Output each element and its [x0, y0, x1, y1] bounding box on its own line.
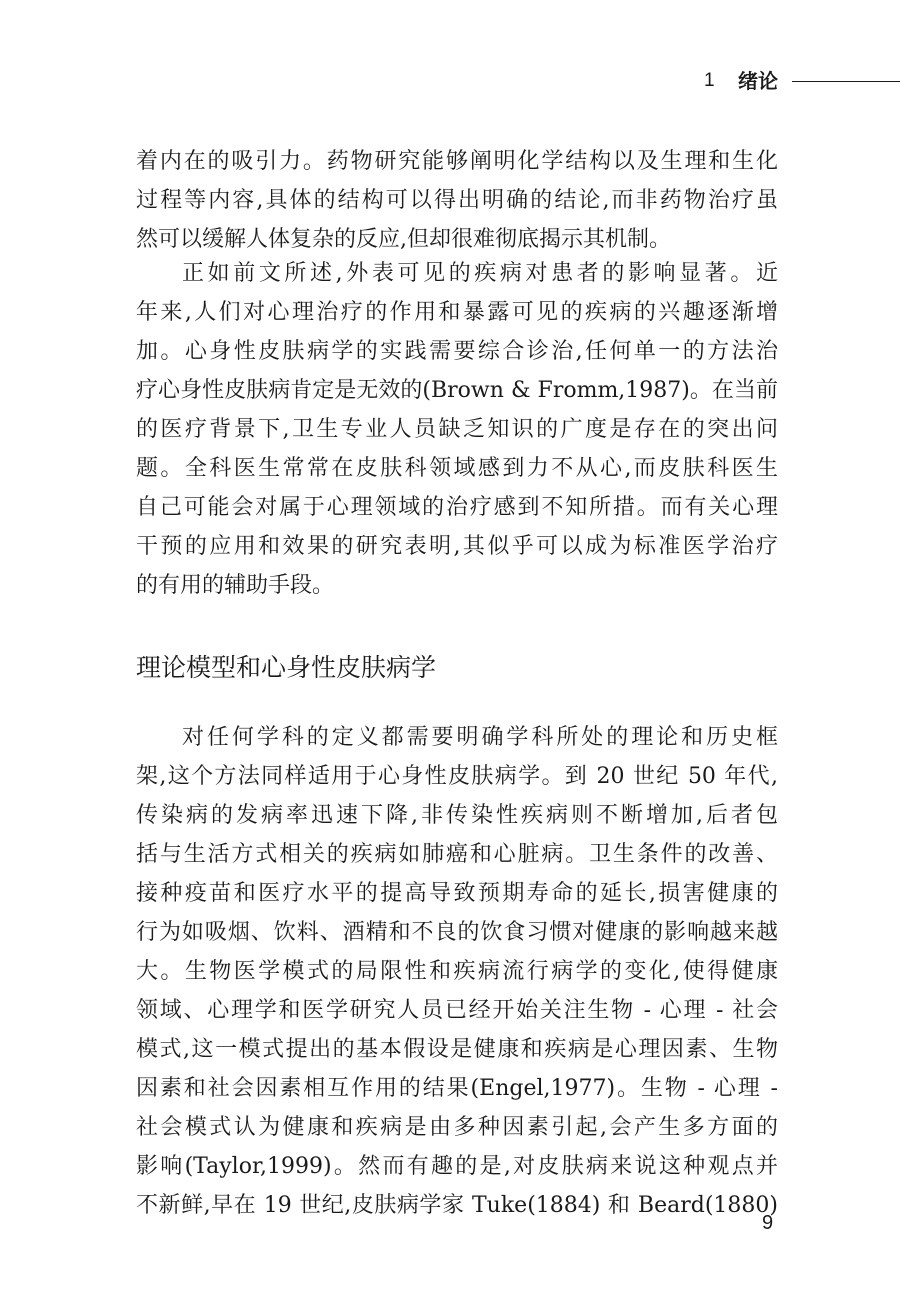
text-line: 过程等内容,具体的结构可以得出明确的结论,而非药物治疗虽: [136, 188, 778, 213]
header-rule: [792, 81, 900, 82]
text-line: 加。心身性皮肤病学的实践需要综合诊治,任何单一的方法治: [136, 339, 778, 364]
text-line: 正如前文所述,外表可见的疾病对患者的影响显著。近: [182, 261, 778, 286]
section-heading: 理论模型和心身性皮肤病学: [136, 653, 437, 682]
running-header: [0, 66, 900, 96]
text-line: 影响(Taylor,1999)。然而有趣的是,对皮肤病来说这种观点并: [136, 1154, 778, 1179]
text-line: 题。全科医生常常在皮肤科领域感到力不从心,而皮肤科医生: [136, 456, 778, 481]
text-line: 的医疗背景下,卫生专业人员缺乏知识的广度是存在的突出问: [136, 417, 778, 442]
text-line: 行为如吸烟、饮料、酒精和不良的饮食习惯对健康的影响越来越: [136, 920, 778, 945]
chapter-number: 1: [704, 70, 715, 91]
paragraph-theoretical-models: [136, 718, 778, 1225]
paragraph-continuation: [136, 142, 778, 259]
text-line: 模式,这一模式提出的基本假设是健康和疾病是心理因素、生物: [136, 1037, 778, 1062]
text-line: 不新鲜,早在 19 世纪,皮肤病学家 Tuke(1884) 和 Beard(1880): [136, 1193, 778, 1218]
text-line: 社会模式认为健康和疾病是由多种因素引起,会产生多方面的: [136, 1115, 778, 1140]
chapter-title: 绪论: [738, 69, 778, 93]
text-line: 年来,人们对心理治疗的作用和暴露可见的疾病的兴趣逐渐增: [136, 300, 778, 325]
text-line: 的有用的辅助手段。: [136, 573, 335, 598]
text-line: 着内在的吸引力。药物研究能够阐明化学结构以及生理和生化: [136, 149, 778, 174]
text-line: 干预的应用和效果的研究表明,其似乎可以成为标准医学治疗: [136, 534, 778, 559]
text-line: 因素和社会因素相互作用的结果(Engel,1977)。生物 - 心理 -: [136, 1076, 778, 1101]
text-line: 然可以缓解人体复杂的反应,但却很难彻底揭示其机制。: [136, 227, 671, 252]
paragraph-intro-context: [136, 254, 778, 605]
text-line: 接种疫苗和医疗水平的提高导致预期寿命的延长,损害健康的: [136, 881, 778, 906]
text-line: 自己可能会对属于心理领域的治疗感到不知所措。而有关心理: [136, 495, 778, 520]
text-line: 架,这个方法同样适用于心身性皮肤病学。到 20 世纪 50 年代,: [136, 764, 778, 789]
page-number: 9: [762, 1212, 774, 1234]
text-line: 括与生活方式相关的疾病如肺癌和心脏病。卫生条件的改善、: [136, 842, 778, 867]
text-line: 传染病的发病率迅速下降,非传染性疾病则不断增加,后者包: [136, 803, 778, 828]
text-line: 对任何学科的定义都需要明确学科所处的理论和历史框: [182, 725, 778, 750]
text-line: 大。生物医学模式的局限性和疾病流行病学的变化,使得健康: [136, 959, 778, 984]
text-line: 疗心身性皮肤病肯定是无效的(Brown & Fromm,1987)。在当前: [136, 378, 778, 403]
text-line: 领域、心理学和医学研究人员已经开始关注生物 - 心理 - 社会: [136, 998, 778, 1023]
